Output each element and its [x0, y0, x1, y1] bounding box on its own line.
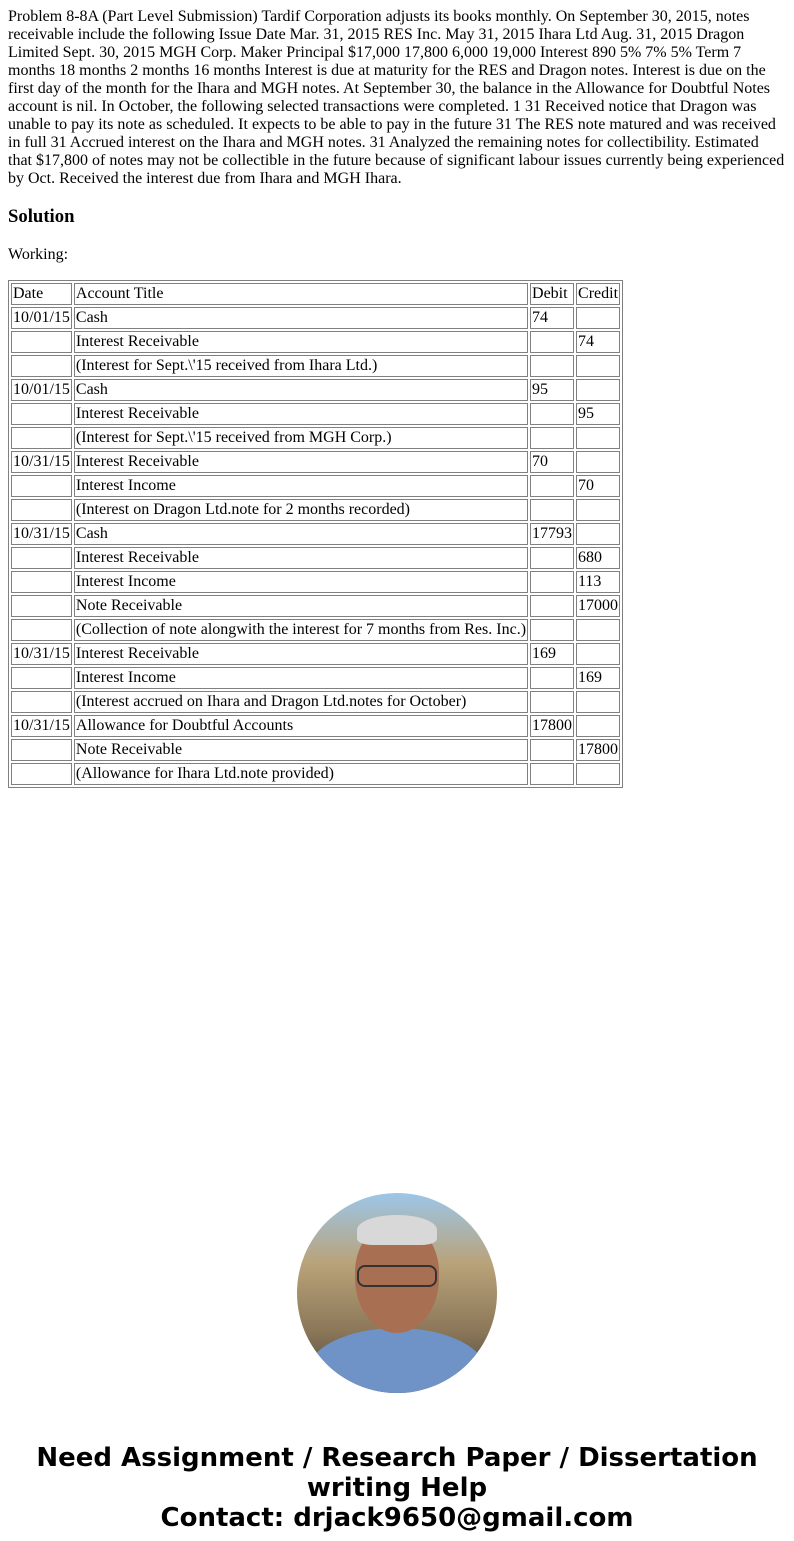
cell-debit [530, 667, 574, 689]
cell-date [11, 355, 72, 377]
footer [8, 1443, 786, 1533]
cell-date: 10/01/15 [11, 307, 72, 329]
cell-credit [576, 307, 620, 329]
table-row [11, 403, 620, 425]
cell-account-title: Interest Receivable [74, 403, 528, 425]
cell-account-title: Cash [74, 523, 528, 545]
cell-debit: 17793 [530, 523, 574, 545]
cell-account-title: (Allowance for Ihara Ltd.note provided) [74, 763, 528, 785]
cell-debit: 70 [530, 451, 574, 473]
cell-credit: 113 [576, 571, 620, 593]
cell-debit [530, 475, 574, 497]
table-row [11, 667, 620, 689]
table-row [11, 595, 620, 617]
table-row [11, 739, 620, 761]
avatar-shirt [307, 1328, 487, 1393]
cell-account-title: (Interest accrued on Ihara and Dragon Ltd.notes for October) [74, 691, 528, 713]
table-row [11, 307, 620, 329]
cell-debit [530, 739, 574, 761]
cell-debit: 74 [530, 307, 574, 329]
cell-date: 10/31/15 [11, 643, 72, 665]
cell-account-title: (Interest for Sept.\'15 received from MGH Corp.) [74, 427, 528, 449]
avatar-glasses [357, 1265, 437, 1287]
header-credit: Credit [576, 283, 620, 305]
cell-date [11, 475, 72, 497]
footer-help-text: Need Assignment / Research Paper / Dissertation writing Help [36, 1443, 758, 1503]
cell-account-title: Interest Income [74, 475, 528, 497]
table-row [11, 571, 620, 593]
table-header-row [11, 283, 620, 305]
cell-debit [530, 571, 574, 593]
cell-debit [530, 619, 574, 641]
cell-date [11, 763, 72, 785]
cell-credit [576, 691, 620, 713]
cell-date [11, 667, 72, 689]
cell-account-title: Interest Receivable [74, 547, 528, 569]
cell-date [11, 739, 72, 761]
table-row [11, 715, 620, 737]
cell-credit [576, 451, 620, 473]
cell-credit [576, 499, 620, 521]
solution-heading: Solution [8, 206, 75, 227]
cell-account-title: Interest Income [74, 667, 528, 689]
cell-debit: 169 [530, 643, 574, 665]
cell-credit [576, 523, 620, 545]
cell-debit [530, 355, 574, 377]
avatar-container [8, 1193, 786, 1393]
cell-account-title: Allowance for Doubtful Accounts [74, 715, 528, 737]
table-row [11, 331, 620, 353]
cell-date [11, 691, 72, 713]
cell-credit [576, 643, 620, 665]
footer-contact: Contact: drjack9650@gmail.com [160, 1503, 634, 1533]
cell-account-title: Interest Receivable [74, 331, 528, 353]
cell-date [11, 403, 72, 425]
cell-account-title: Cash [74, 379, 528, 401]
cell-date [11, 547, 72, 569]
problem-text: Problem 8-8A (Part Level Submission) Tardif Corporation adjusts its books monthly. On September 30, 2015, notes receivable include the following Issue Date Mar. 31, 2015 RES Inc. May 31, 2015 Ihara Ltd Aug. 31, 2015 Dragon Limited Sept. 30, 2015 MGH Corp. Maker Principal $17,000 17,800 6,000 19,000 Interest 890 5% 7% 5% Term 7 months 18 months 2 months 16 months Interest is due at maturity for the RES and Dragon notes. Interest is due on the first day of the month for the Ihara and MGH notes. At September 30, the balance in the Allowance for Doubtful Notes account is nil. In October, the following selected transactions were completed. 1 31 Received notice that Dragon was unable to pay its note as scheduled. It expects to be able to pay in the future 31 The RES note matured and was received in full 31 Accrued interest on the Ihara and MGH notes. 31 Analyzed the remaining notes for collectibility. Estimated that $17,800 of notes may not be collectible in the future because of significant labour issues currently being experienced by Oct. Received the interest due from Ihara and MGH Ihara. [8, 8, 785, 187]
journal-table [8, 280, 623, 788]
table-row [11, 619, 620, 641]
avatar-hair [357, 1215, 437, 1245]
cell-credit: 74 [576, 331, 620, 353]
table-row [11, 427, 620, 449]
table-row [11, 547, 620, 569]
cell-credit [576, 379, 620, 401]
avatar [297, 1193, 497, 1393]
header-date: Date [11, 283, 72, 305]
cell-date [11, 595, 72, 617]
table-row [11, 451, 620, 473]
table-row [11, 379, 620, 401]
cell-date: 10/01/15 [11, 379, 72, 401]
table-row [11, 691, 620, 713]
cell-date: 10/31/15 [11, 451, 72, 473]
header-debit: Debit [530, 283, 574, 305]
cell-account-title: Note Receivable [74, 739, 528, 761]
cell-date [11, 427, 72, 449]
cell-account-title: Note Receivable [74, 595, 528, 617]
cell-account-title: (Interest on Dragon Ltd.note for 2 months recorded) [74, 499, 528, 521]
cell-credit [576, 763, 620, 785]
cell-credit [576, 355, 620, 377]
table-row [11, 475, 620, 497]
cell-debit [530, 691, 574, 713]
cell-account-title: Interest Income [74, 571, 528, 593]
cell-credit: 95 [576, 403, 620, 425]
cell-debit: 17800 [530, 715, 574, 737]
cell-debit: 95 [530, 379, 574, 401]
table-row [11, 355, 620, 377]
cell-account-title: Interest Receivable [74, 643, 528, 665]
cell-credit [576, 619, 620, 641]
cell-date [11, 571, 72, 593]
cell-credit [576, 427, 620, 449]
cell-debit [530, 595, 574, 617]
cell-date: 10/31/15 [11, 523, 72, 545]
cell-account-title: Interest Receivable [74, 451, 528, 473]
header-account-title: Account Title [74, 283, 528, 305]
cell-debit [530, 427, 574, 449]
cell-date [11, 499, 72, 521]
cell-credit: 680 [576, 547, 620, 569]
cell-date [11, 331, 72, 353]
table-row [11, 523, 620, 545]
cell-date [11, 619, 72, 641]
table-row [11, 763, 620, 785]
cell-credit: 70 [576, 475, 620, 497]
cell-debit [530, 499, 574, 521]
cell-account-title: (Collection of note alongwith the interest for 7 months from Res. Inc.) [74, 619, 528, 641]
cell-credit: 17000 [576, 595, 620, 617]
table-row [11, 499, 620, 521]
cell-credit: 169 [576, 667, 620, 689]
cell-debit [530, 331, 574, 353]
cell-debit [530, 763, 574, 785]
cell-credit: 17800 [576, 739, 620, 761]
cell-account-title: Cash [74, 307, 528, 329]
working-label: Working: [8, 246, 69, 263]
cell-credit [576, 715, 620, 737]
table-row [11, 643, 620, 665]
cell-debit [530, 547, 574, 569]
cell-debit [530, 403, 574, 425]
cell-account-title: (Interest for Sept.\'15 received from Ihara Ltd.) [74, 355, 528, 377]
cell-date: 10/31/15 [11, 715, 72, 737]
